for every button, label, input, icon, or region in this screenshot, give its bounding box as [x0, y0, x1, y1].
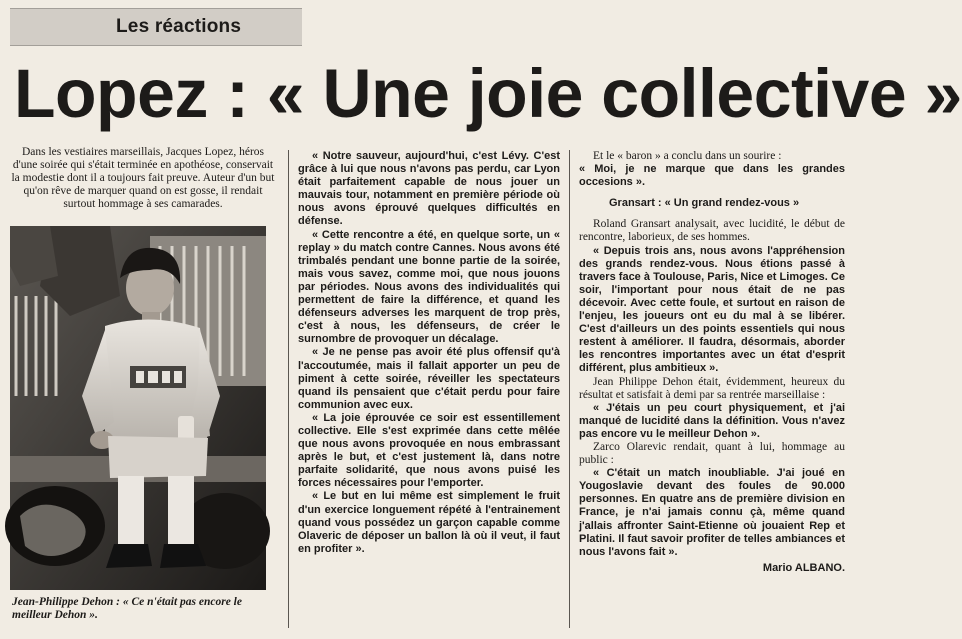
lopez-quote-paragraph: « La joie éprouvée ce soir est essentillement collective. Elle s'est exprimée dans cette mêlée que nous avons provoquée en nous embrassant après le but, et c'est justement là, dans notre parfaite solidarité, que nous avons puisé les forces nécessaires pour l'emporter.	[298, 411, 560, 490]
lopez-quote-paragraph: « Notre sauveur, aujourd'hui, c'est Lévy. C'est grâce à lui que nous n'avons pas perdu, car Lyon était parfaitement capable de nous jouer un mauvais tour, notamment en première période où nous avons éprouvé quelques difficultés en défense.	[298, 150, 560, 228]
gransart-quote: « Depuis trois ans, nous avons l'appréhension des grands rendez-vous. Nous étions passé à travers face à Toulouse, Paris, Nice et Limoges. Ce soir, l'important pour nous était de ne pas décevoir. Avec cette foule, et surtout en raison de l'enjeu, les joueurs ont eu du mal à se libérer. C'est d'ailleurs un des points essentiels qui nous restent à améliorer. Il faudra, désormais, aborder les rencontres importantes avec un état d'esprit différent, plus ambitieux ».	[579, 244, 845, 375]
column-divider-right	[569, 150, 570, 628]
section-label: Les réactions	[116, 16, 242, 37]
gransart-subhead: Gransart : « Un grand rendez-vous »	[609, 197, 800, 210]
intro-paragraph: Dans les vestiaires marseillais, Jacques Lopez, héros d'une soirée qui s'était terminée en apothéose, conservait la modestie dont il a toujours fait preuve. Auteur d'un but qu'on rêve de marquer quand on est gosse, il rendait surtout hommage à ses camarades.	[11, 146, 275, 211]
column-lopez-quotes	[298, 150, 560, 556]
lopez-quote-paragraph: « Je ne pense pas avoir été plus offensif qu'à l'accoutumée, mais il fallait apporter un peu de piment à cette soirée, réveiller les spectateurs quand ils pensaient que c'était perdu pour faire communion avec eux.	[298, 346, 560, 411]
column-other-reactions	[579, 150, 845, 575]
headline: Lopez : « Une joie collective »	[14, 55, 962, 132]
olarevic-intro: Zarco Olarevic rendait, quant à lui, hommage au public :	[579, 440, 845, 467]
baron-intro: Et le « baron » a conclu dans un sourire :	[593, 150, 782, 162]
lopez-quote-paragraph: « Cette rencontre a été, en quelque sorte, un « replay » du match contre Cannes. Nous avons été trimbalés pendant une bonne partie de la soirée, mais vous savez, comme moi, que nous jouons par périodes. Nous avons des individualités qui permettent de faire la différence, et quand les défenseurs adverses les marquent de trop près, c'est à nous, les défenseurs, de créer le surnombre de provoquer un décalage.	[298, 228, 560, 346]
author-signature: Mario ALBANO.	[762, 561, 845, 574]
lopez-quote-paragraph: « Le but en lui même est simplement le fruit d'un exercice longuement répété à l'entrainement quand vous possédez un garçon capable comme Olaveric de déposer un ballon là où il veut, il faut en profiter ».	[298, 490, 560, 555]
column-divider-left	[288, 150, 289, 628]
baron-quote: « Moi, je ne marque que dans les grandes occesions ».	[579, 163, 845, 189]
gransart-intro: Roland Gransart analysait, avec lucidité, le début de rencontre, laborieux, de ses hommes.	[579, 218, 845, 244]
column-intro	[10, 146, 276, 211]
olarevic-quote: « C'était un match inoubliable. J'ai joué en Yougoslavie devant des foules de 90.000 personnes. En quatre ans de première division en France, je n'ai jamais connu çà, même quand j'allais affronter Saint-Etienne où jouaient Rep et Platini. Il faut savoir profiter de telles ambiances et nous l'avons fait ».	[579, 467, 845, 558]
dehon-quote: « J'étais un peu court physiquement, et j'ai manqué de lucidité dans la définition. Vous n'avez pas encore vu le meilleur Dehon ».	[579, 401, 845, 440]
player-photo	[10, 226, 266, 590]
dehon-intro: Jean Philippe Dehon était, évidemment, heureux du résultat et satisfait à demi par sa rentrée marseillaise :	[579, 375, 845, 401]
photo-illustration	[10, 226, 266, 590]
section-label-band	[10, 8, 302, 46]
photo-caption: Jean-Philippe Dehon : « Ce n'était pas encore le meilleur Dehon ».	[12, 596, 242, 621]
